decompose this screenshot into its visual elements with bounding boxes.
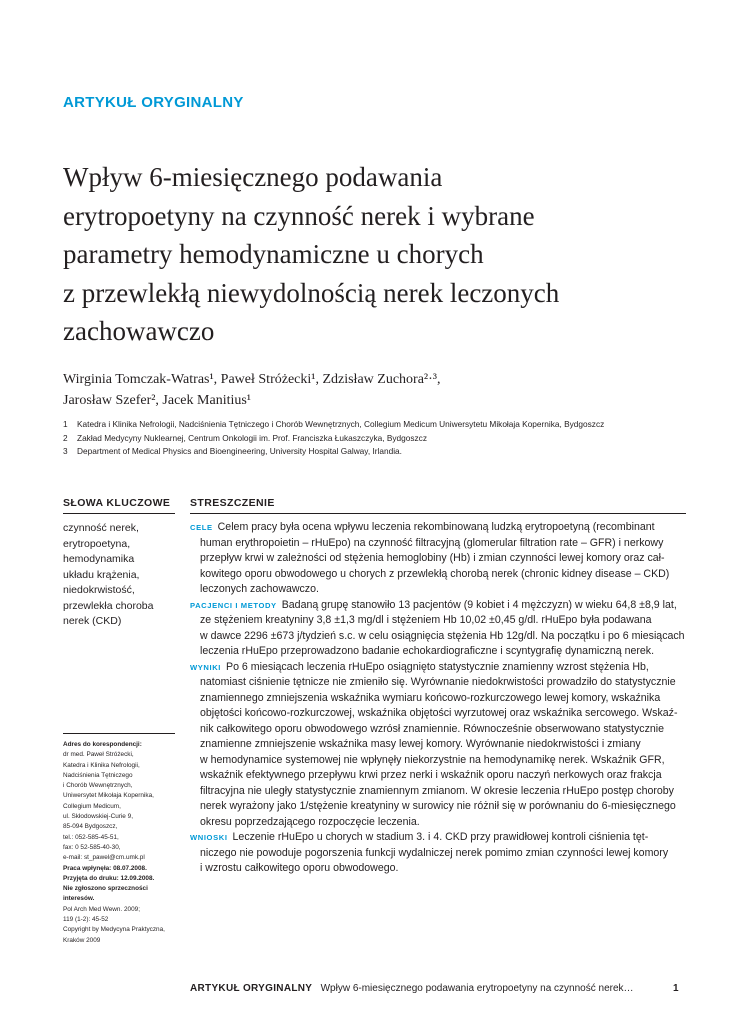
correspondence	[63, 740, 178, 946]
abstract-body	[190, 520, 686, 877]
title-line: Wpływ 6-miesięcznego podawania	[63, 162, 443, 192]
abstract-section	[190, 830, 686, 877]
abstract-line: Badaną grupę stanowiło 13 pacjentów (9 kobiet i 4 mężczyzn) w wieku 64,8 ±8,9 lat,	[281, 598, 677, 611]
keywords-divider	[63, 513, 175, 514]
abstract-line: kowitego oporu obwodowego u chorych z przewlekłą chorobą nerek (chronic kidney disease – CKD)	[200, 567, 670, 580]
affiliations	[63, 418, 703, 459]
authors	[63, 370, 683, 411]
title-line: erytropoetyny na czynność nerek i wybrane	[63, 200, 535, 231]
affiliation	[63, 418, 703, 432]
keyword: hemodynamika	[63, 553, 135, 565]
correspondence-line: i Chorób Wewnętrznych,	[63, 782, 133, 790]
correspondence-line: Nadciśnienia Tętniczego	[63, 771, 133, 779]
correspondence-line: tel.: 052-585-45-51,	[63, 833, 119, 841]
affiliation	[63, 445, 703, 459]
abstract-line: przepływ krwi w zależności od stężenia hemoglobiny (Hb) i zmian czynności lewej komory oraz cał-	[200, 552, 665, 564]
abstract-section	[190, 520, 686, 598]
abstract-line: leczonych zachowawczo.	[200, 583, 319, 595]
footer-section: ARTYKUŁ ORYGINALNY	[190, 983, 313, 994]
keyword: czynność nerek,	[63, 522, 139, 534]
abstract-line: nik całkowitego oporu obwodowego wzrósł znamiennie. Równocześnie obserwowano statystycznie	[200, 722, 665, 735]
abstract-line: leczenia rHuEpo przeprowadzono badanie echokardiograficzne i scyntygrafię dynamiczną nerek.	[200, 645, 655, 657]
keyword: nerek (CKD)	[63, 615, 122, 627]
abstract-line: i wzrostu całkowitego oporu obwodowego.	[200, 862, 399, 874]
abstract-line: okresu poprzedzającego rozpoczęcie leczenia.	[200, 815, 420, 828]
affiliation-number: 3	[63, 446, 68, 456]
correspondence-line: 119 (1-2): 45-52	[63, 916, 109, 924]
title-line: zachowawczo	[63, 316, 215, 346]
correspondence-line: Katedra i Klinika Nefrologii,	[63, 761, 140, 769]
running-footer	[190, 983, 634, 994]
correspondence-line: interesów.	[63, 895, 95, 903]
keywords-list	[63, 521, 173, 630]
correspondence-line: e-mail: st_pawel@cm.umk.pl	[63, 854, 145, 862]
section-sublabel: CELE	[190, 523, 213, 532]
abstract-line: natomiast ciśnienie tętnicze nie zmieniło się. Wyrównanie niedokrwistości prowadziło do statystycznie	[200, 676, 676, 688]
abstract-line: Po 6 miesiącach leczenia rHuEpo osiągnięto statystycznie znamienny wzrost stężenia Hb,	[226, 660, 649, 673]
affiliation-text: Katedra i Klinika Nefrologii, Nadciśnienia Tętniczego i Chorób Wewnętrznych, Collegium Medicum Uniwersytetu Mikołaja Kopernika, Bydgoszcz	[77, 419, 605, 429]
section-sublabel: WYNIKI	[190, 662, 222, 672]
keyword: erytropoetyna,	[63, 537, 131, 550]
keywords-heading: SŁOWA KLUCZOWE	[63, 497, 171, 509]
keyword: przewlekła choroba	[63, 599, 154, 612]
section-label: ARTYKUŁ ORYGINALNY	[63, 94, 244, 111]
keyword: niedokrwistość,	[63, 584, 135, 596]
correspondence-line: Kraków 2009	[63, 936, 101, 944]
abstract-line: w dawce 2296 ±673 j/tydzień s.c. w celu osiągnięcia stężenia Hb 12g/dl. Na początku i po 6 miesiącach	[200, 629, 685, 642]
section-sublabel: WNIOSKI	[190, 833, 228, 842]
correspondence-line: dr med. Paweł Stróżecki,	[63, 751, 134, 759]
title-line: z przewlekłą niewydolnością nerek leczonych	[63, 277, 560, 308]
page-number: 1	[673, 983, 679, 994]
abstract-line: nerek wyrażony jako 1/stężenie kreatyniny w surowicy nie różnił się w porównaniu do 6-miesięcznego	[200, 800, 676, 812]
abstract-heading: STRESZCZENIE	[190, 497, 275, 509]
abstract-line: Celem pracy była ocena wpływu leczenia rekombinowaną ludzką erytropoetyną (recombinant	[217, 521, 655, 533]
correspondence-line: Adres do korespondencji:	[63, 741, 142, 748]
correspondence-line: Pol Arch Med Wewn. 2009;	[63, 905, 140, 913]
affiliation-number: 1	[63, 419, 68, 429]
abstract-section	[190, 660, 686, 831]
abstract-line: znamiennego zmniejszenia wskaźnika wymiaru końcowo-rozkurczowego lewej komory, wskaźnika	[200, 691, 661, 704]
section-sublabel: PACJENCI I METODY	[190, 600, 277, 610]
abstract-section	[190, 598, 686, 660]
correspondence-line: fax: 0 52-585-40-30,	[63, 843, 121, 851]
authors-line: Wirginia Tomczak-Watras¹, Paweł Stróżecki¹, Zdzisław Zuchora²·³,	[63, 372, 441, 387]
abstract-line: Leczenie rHuEpo u chorych w stadium 3. i 4. CKD przy prawidłowej kontroli ciśnienia tęt-	[232, 831, 649, 843]
abstract-line: niczego nie powoduje pogorszenia funkcji wydalniczej nerek pomimo zmian czynności lewej komory	[200, 846, 669, 859]
correspondence-line: Collegium Medicum,	[63, 802, 121, 810]
abstract-line: filtracyjna nie uległy statystycznie znamiennym zmianom. W okresie leczenia rHuEpo postęp choroby	[200, 784, 674, 797]
title-line: parametry hemodynamiczne u chorych	[63, 239, 484, 269]
abstract-line: znamienne zmniejszenie wskaźnika masy lewej komory. Wyrównanie niedokrwistości i zmiany	[200, 738, 641, 750]
article-title	[63, 158, 703, 351]
abstract-line: wskaźnik efektywnego przepływu krwi przez nerki i wskaźnik oporu naczyń nerkowych oraz frakcja	[200, 769, 662, 781]
abstract-line: human erythropoietin – rHuEpo) na czynność filtracyjną (glomerular filtration rate – GFR) i nerkowy	[200, 536, 664, 549]
correspondence-line: Nie zgłoszono sprzeczności	[63, 885, 148, 893]
affiliation-text: Zakład Medycyny Nuklearnej, Centrum Onkologii im. Prof. Franciszka Łukaszczyka, Bydgoszcz	[77, 432, 427, 443]
affiliation	[63, 432, 703, 446]
correspondence-line: Uniwersytet Mikołaja Kopernika,	[63, 792, 154, 800]
correspondence-divider	[63, 733, 175, 734]
keyword: układu krążenia,	[63, 568, 140, 581]
abstract-divider	[190, 513, 686, 514]
correspondence-line: Praca wpłynęła: 08.07.2008.	[63, 864, 147, 872]
footer-running-title: Wpływ 6-miesięcznego podawania erytropoetyny na czynność nerek…	[320, 983, 634, 994]
abstract-line: w hemodynamice systemowej nie wpłynęły niekorzystnie na hemodynamikę nerek. Wskaźnik GFR,	[200, 753, 665, 766]
abstract-line: objętości końcowo-rozkurczowej, wskaźnika objętości wyrzutowej oraz wskaźnika sercowego. Wskaź-	[200, 707, 678, 719]
authors-line: Jarosław Szefer², Jacek Manitius¹	[63, 392, 252, 408]
abstract-line: ze stężeniem kreatyniny 3,8 ±1,3 mg/dl i stężeniem Hb 10,02 ±0,45 g/dl. rHuEpo była podawana	[200, 614, 652, 626]
affiliation-number: 2	[63, 432, 68, 443]
correspondence-line: ul. Skłodowskiej-Curie 9,	[63, 813, 133, 821]
correspondence-line: Copyright by Medycyna Praktyczna,	[63, 926, 165, 934]
affiliation-text: Department of Medical Physics and Bioengineering, University Hospital Galway, Irlandia.	[77, 446, 402, 456]
correspondence-line: 85-094 Bydgoszcz,	[63, 823, 118, 831]
correspondence-line: Przyjęta do druku: 12.09.2008.	[63, 874, 155, 882]
